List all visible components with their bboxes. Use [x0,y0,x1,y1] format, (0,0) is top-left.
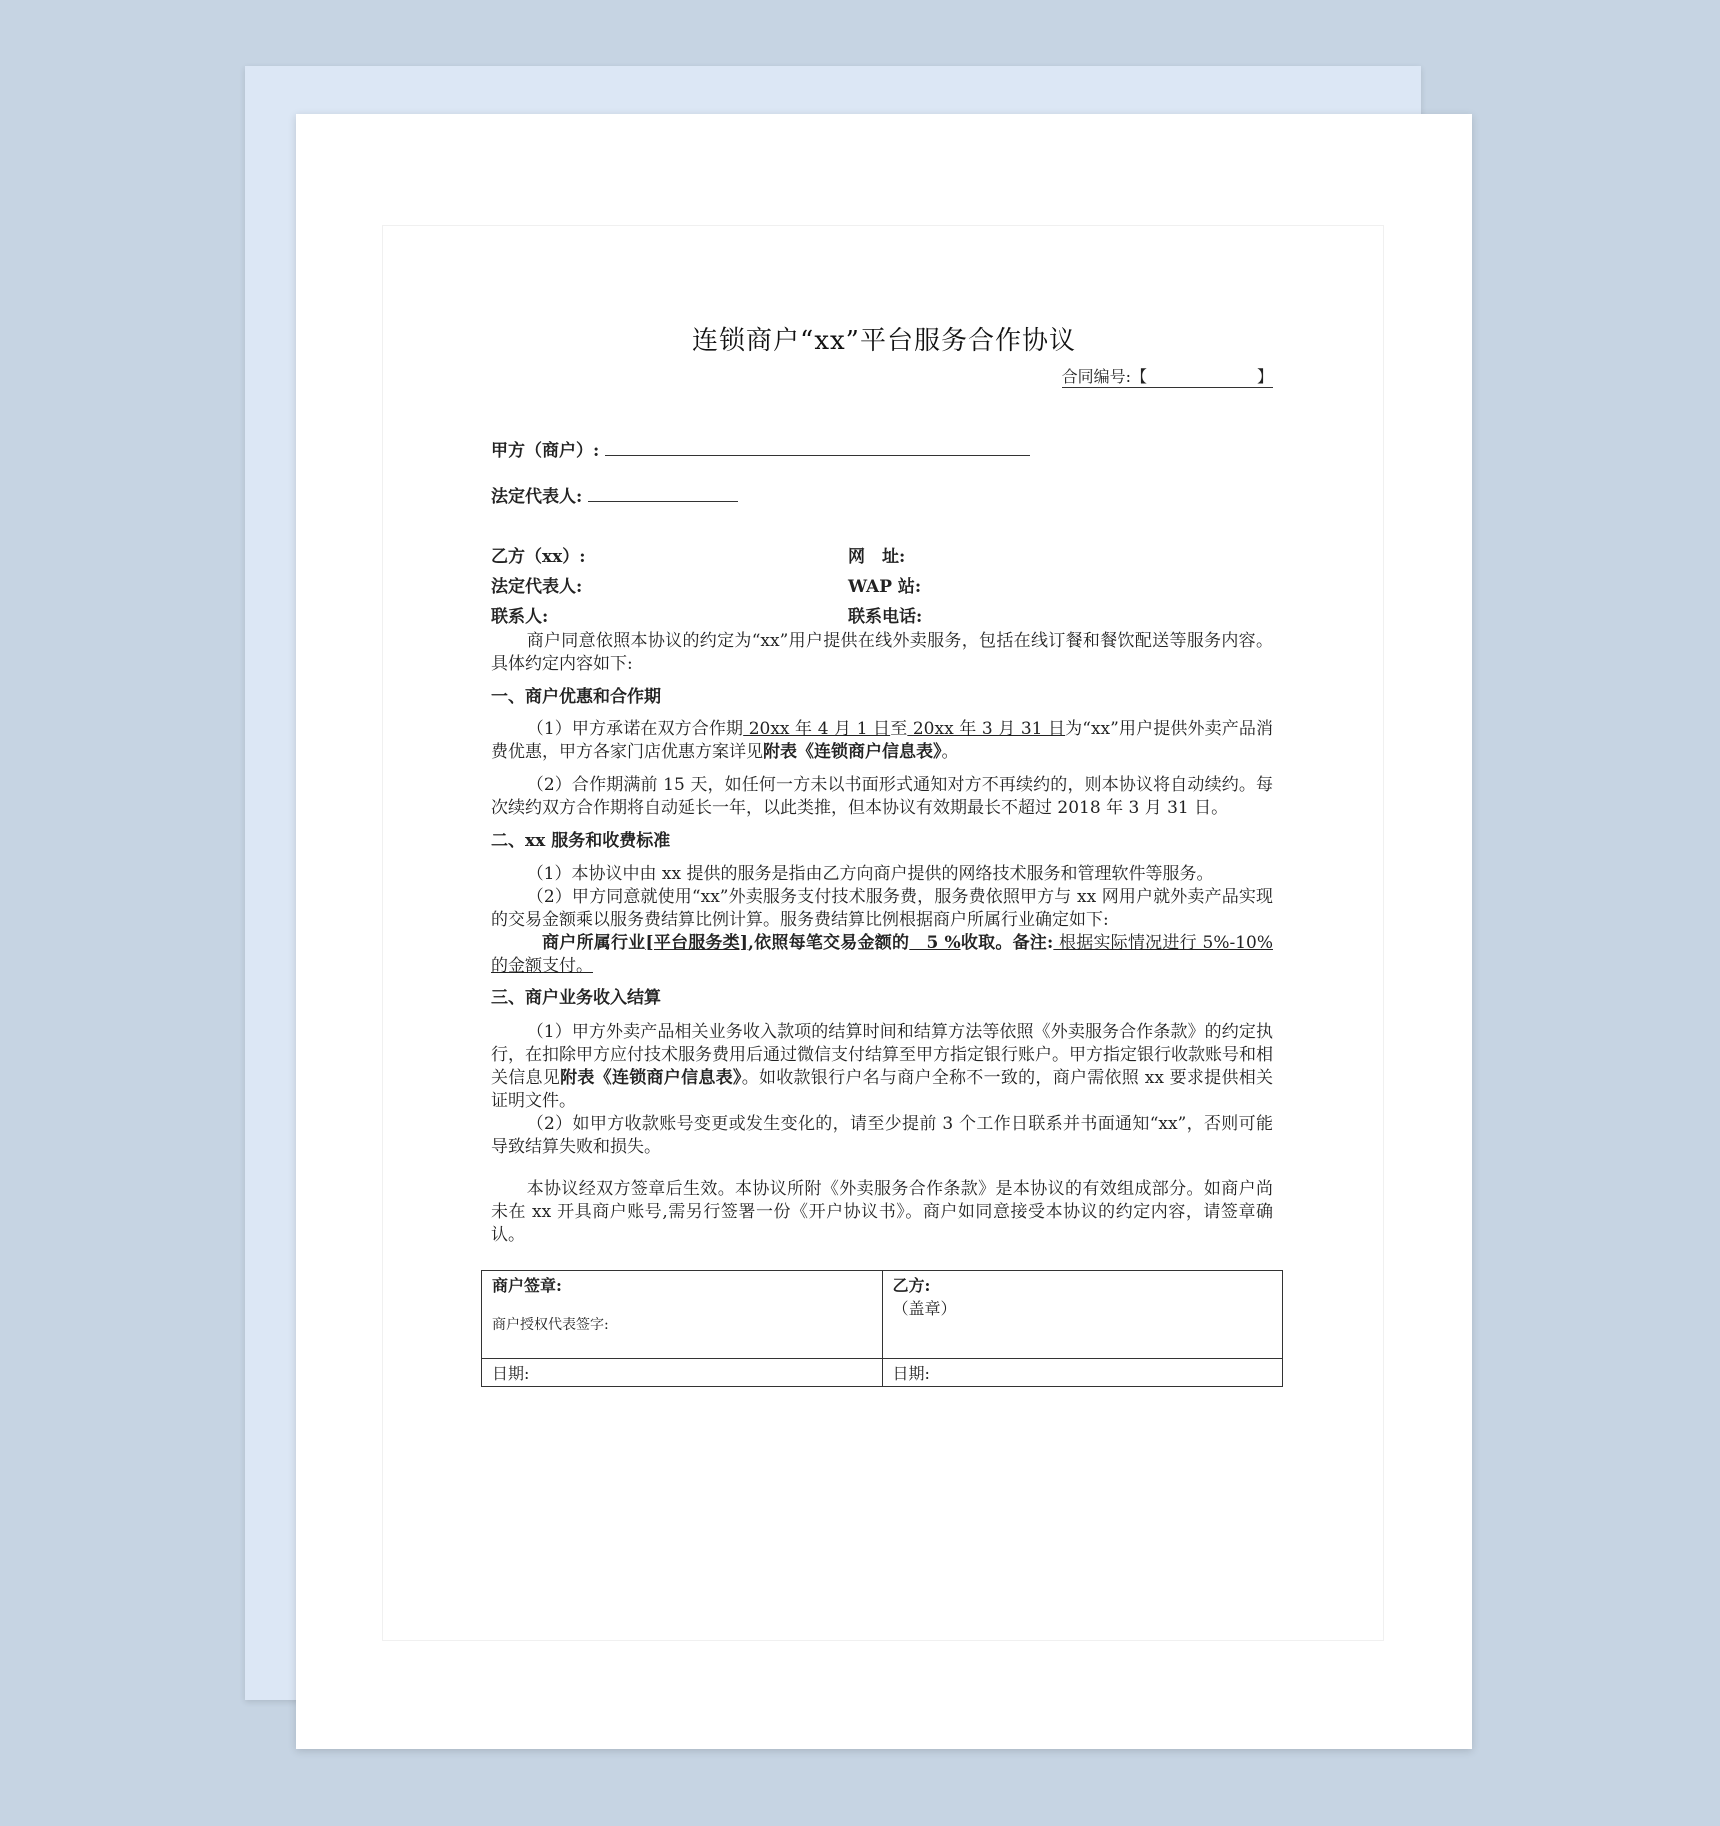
seal-label: （盖章） [892,1299,957,1318]
section-3-p1 [491,1021,1273,1113]
date-a-cell[interactable] [482,1359,883,1387]
start-date: 20xx 年 4 月 1 日 [743,719,891,739]
contract-number [1062,364,1273,388]
party-a-field[interactable] [605,439,1030,456]
signature-table [481,1270,1283,1387]
text: ,依照每笔交易金额的 [747,933,910,953]
text: 商户所属行业 [542,933,646,953]
section-2-p2: （2）甲方同意就使用“xx”外卖服务支付技术服务费，服务费依照甲方与 xx 网用户就外卖产品实现的交易金额乘以服务费结算比例计算。服务费结算比例根据商户所属行业确定如下: [491,887,1273,930]
appendix-ref: 附表《连锁商户信息表》 [763,742,942,762]
document-page [296,114,1472,1749]
party-a-rep-label: 法定代表人: [491,487,583,507]
date-b-label: 日期: [892,1364,930,1383]
party-b-label: 乙方（xx）: [491,547,586,567]
merchant-signature-cell[interactable] [482,1271,883,1359]
section-3-p2: （2）如甲方收款账号变更或发生变化的，请至少提前 3 个工作日联系并书面通知“xx”，否则可能导致结算失败和损失。 [491,1114,1273,1157]
party-a-row [491,439,1273,463]
section-1-heading: 一、商户优惠和合作期 [491,687,661,707]
merchant-signature-label: 商户签章: [492,1276,562,1295]
text: （1）甲方承诺在双方合作期 [526,719,744,739]
text: 。如收款银行户名与商户全称不一致的，商户需依照 xx 要求提供相关证明文件。 [491,1068,1274,1111]
remark: 根据实际情况进行 5%-10%的金额支付。 [491,933,1274,976]
document-title: 连锁商户“xx”平台服务合作协议 [692,326,1076,356]
appendix-ref: 附表《连锁商户信息表》 [560,1068,742,1088]
section-2-p3 [491,932,1273,978]
rep-signature-label: 商户授权代表签字: [492,1317,609,1333]
phone-label: 联系电话: [848,607,923,627]
website-label: 网 址: [848,547,906,567]
party-a-rep-field[interactable] [588,485,738,502]
wap-label: WAP 站: [848,577,922,597]
intro-paragraph: 商户同意依照本协议的约定为“xx”用户提供在线外卖服务，包括在线订餐和餐饮配送等服务内容。具体约定内容如下: [491,631,1273,674]
party-b-rep-label: 法定代表人: [491,577,583,597]
closing-paragraph: 本协议经双方签章后生效。本协议所附《外卖服务合作条款》是本协议的有效组成部分。如商户尚未在 xx 开具商户账号,需另行签署一份《开户协议书》。商户如同意接受本协议的约定内容，请签章确认。 [491,1179,1273,1245]
text: 至 [890,719,908,739]
contract-number-label: 合同编号:【 [1061,367,1147,386]
date-b-cell[interactable] [882,1359,1283,1387]
section-3-heading: 三、商户业务收入结算 [491,988,661,1008]
party-a-label: 甲方（商户）: [491,441,600,461]
party-a-rep-row [491,485,1273,509]
section-1-p2: （2）合作期满前 15 天，如任何一方未以书面形式通知对方不再续约的，则本协议将自动续约。每次续约双方合作期将自动延长一年，以此类推，但本协议有效期最长不超过 2018 年 3 月 31 日。 [491,775,1273,818]
section-2-heading: 二、xx 服务和收费标准 [491,831,671,851]
contact-label: 联系人: [491,607,549,627]
text: 收取。备注: [960,933,1054,953]
text: （1）甲方外卖产品相关业务收入款项的结算时间和结算方法等依照《外卖服务合作条款》的约定执行，在扣除甲方应付技术服务费用后通过微信支付结算至甲方指定银行账户。甲方指定银行收款账号和相关信息见 [491,1022,1273,1088]
section-2-p1: （1）本协议中由 xx 提供的服务是指由乙方向商户提供的网络技术服务和管理软件等服务。 [526,864,1214,884]
party-b-signature-cell[interactable] [882,1271,1283,1359]
date-a-label: 日期: [492,1364,530,1383]
industry: [平台服务类] [645,933,748,953]
contract-number-close: 】 [1256,367,1273,386]
end-date: 20xx 年 3 月 31 日 [907,719,1066,739]
section-1-p1 [491,718,1273,764]
party-b-sign-label: 乙方: [892,1276,931,1295]
fee-rate: 5 % [909,933,961,953]
text: 为“xx”用户提供外卖产品消费优惠，甲方各家门店优惠方案详见 [491,719,1273,762]
text: 。 [941,742,959,762]
